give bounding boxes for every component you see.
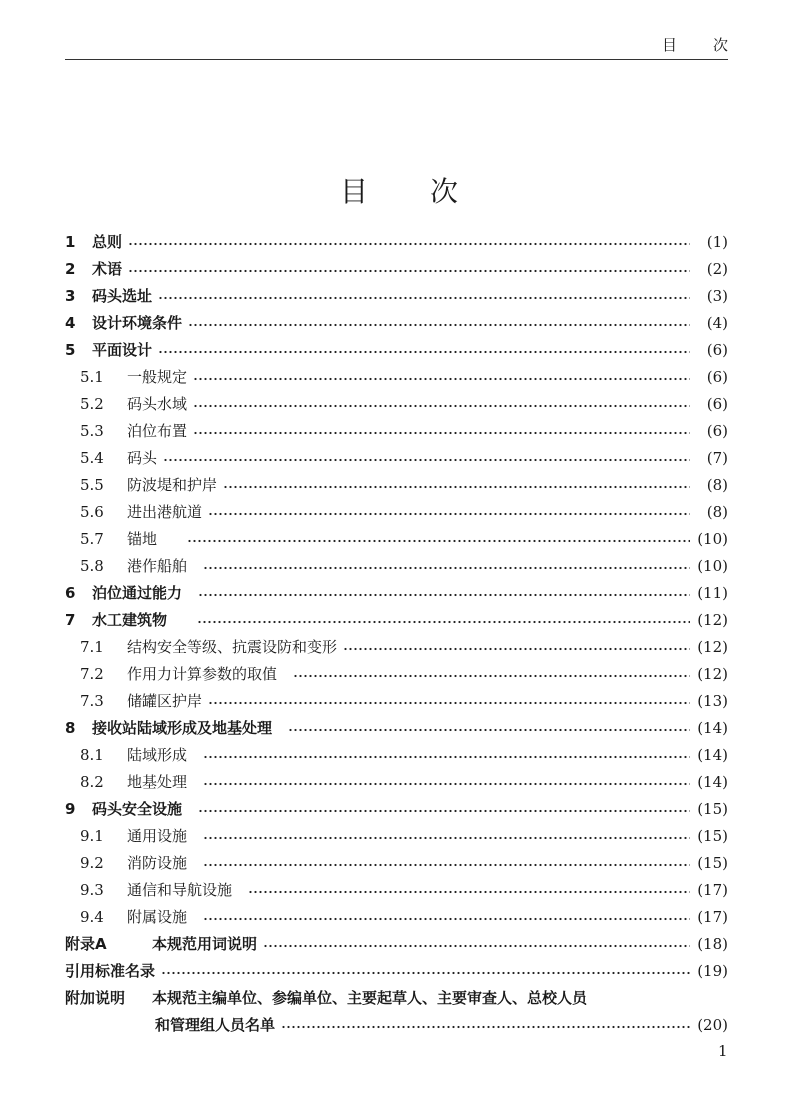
entry-number: 2 <box>65 260 76 278</box>
dot-leader <box>288 715 690 742</box>
dot-leader <box>208 688 690 715</box>
entry-page: (14) <box>697 719 728 737</box>
entry-number: 7.2 <box>80 665 104 683</box>
entry-number: 5.8 <box>80 557 104 575</box>
entry-title: 消防设施 <box>127 854 188 872</box>
entry-number: 9 <box>65 800 76 818</box>
entry-number: 7.1 <box>80 638 104 656</box>
entry-page: (17) <box>697 881 728 899</box>
entry-title: 设计环境条件 <box>92 314 183 332</box>
entry-title: 本规范用词说明 <box>152 935 258 953</box>
entry-number: 1 <box>65 233 76 251</box>
entry-number: 附录A <box>65 935 107 953</box>
entry-title: 码头 <box>127 449 158 467</box>
toc-entry-additional-notes-continued <box>65 1012 728 1039</box>
toc-entry-8-2 <box>65 769 728 796</box>
entry-number: 5.4 <box>80 449 104 467</box>
dot-leader <box>208 499 690 526</box>
dot-leader <box>281 1012 690 1039</box>
toc-entry-7-1 <box>65 634 728 661</box>
dot-leader <box>161 958 690 985</box>
entry-page: (7) <box>706 449 728 467</box>
toc-entry-5-6 <box>65 499 728 526</box>
entry-title: 锚地 <box>127 530 158 548</box>
entry-number: 9.3 <box>80 881 104 899</box>
entry-page: (12) <box>697 611 728 629</box>
toc-entry-8-1 <box>65 742 728 769</box>
entry-page: (3) <box>706 287 728 305</box>
dot-leader <box>223 472 690 499</box>
entry-page: (14) <box>697 746 728 764</box>
dot-leader <box>203 553 690 580</box>
entry-number: 5.1 <box>80 368 104 386</box>
entry-title: 本规范主编单位、参编单位、主要起草人、主要审查人、总校人员 <box>152 989 588 1007</box>
dot-leader <box>163 445 690 472</box>
entry-number: 5.3 <box>80 422 104 440</box>
entry-page: (6) <box>706 341 728 359</box>
entry-number: 7.3 <box>80 692 104 710</box>
entry-number: 5 <box>65 341 76 359</box>
toc-entry-6 <box>65 580 728 607</box>
entry-number: 5.5 <box>80 476 104 494</box>
entry-page: (12) <box>697 638 728 656</box>
entry-title: 水工建筑物 <box>92 611 168 629</box>
entry-number: 5.2 <box>80 395 104 413</box>
toc-entry-5-5 <box>65 472 728 499</box>
entry-number: 8 <box>65 719 76 737</box>
entry-page: (6) <box>706 395 728 413</box>
toc-entry-4 <box>65 310 728 337</box>
entry-title: 码头选址 <box>92 287 153 305</box>
dot-leader <box>203 904 690 931</box>
entry-number: 9.1 <box>80 827 104 845</box>
dot-leader <box>343 634 690 661</box>
entry-title: 接收站陆域形成及地基处理 <box>92 719 273 737</box>
entry-number: 9.4 <box>80 908 104 926</box>
dot-leader <box>198 796 690 823</box>
entry-number: 附加说明 <box>65 989 126 1007</box>
entry-page: (6) <box>706 422 728 440</box>
entry-title: 储罐区护岸 <box>127 692 203 710</box>
toc-entry-appendix-a <box>65 931 728 958</box>
entry-page: (13) <box>697 692 728 710</box>
running-header-title: 目次 <box>662 36 765 54</box>
entry-title: 泊位布置 <box>127 422 188 440</box>
entry-title: 码头水域 <box>127 395 188 413</box>
entry-title: 平面设计 <box>92 341 153 359</box>
dot-leader <box>293 661 690 688</box>
dot-leader <box>158 337 690 364</box>
entry-title: 进出港航道 <box>127 503 203 521</box>
entry-page: (10) <box>697 530 728 548</box>
toc-entry-3 <box>65 283 728 310</box>
dot-leader <box>188 310 690 337</box>
entry-page: (17) <box>697 908 728 926</box>
toc-entry-additional-notes <box>65 985 728 1012</box>
dot-leader <box>193 418 690 445</box>
entry-title: 港作船舶 <box>127 557 188 575</box>
entry-page: (15) <box>697 800 728 818</box>
entry-title: 引用标准名录 <box>65 962 156 980</box>
dot-leader <box>193 391 690 418</box>
entry-number: 9.2 <box>80 854 104 872</box>
entry-page: (8) <box>706 476 728 494</box>
toc-entry-normative-references <box>65 958 728 985</box>
toc-entry-7-3 <box>65 688 728 715</box>
entry-page: (14) <box>697 773 728 791</box>
toc-entry-5-2 <box>65 391 728 418</box>
entry-number: 8.2 <box>80 773 104 791</box>
toc-entry-1 <box>65 229 728 256</box>
toc-entry-9-4 <box>65 904 728 931</box>
toc-entry-7 <box>65 607 728 634</box>
entry-page: (18) <box>697 935 728 953</box>
toc-entry-5-7 <box>65 526 728 553</box>
entry-page: (2) <box>706 260 728 278</box>
toc-entry-9-1 <box>65 823 728 850</box>
entry-page: (15) <box>697 827 728 845</box>
entry-title: 陆域形成 <box>127 746 188 764</box>
dot-leader <box>248 877 690 904</box>
entry-title: 和管理组人员名单 <box>155 1016 276 1034</box>
toc-entry-5-8 <box>65 553 728 580</box>
entry-page: (4) <box>706 314 728 332</box>
entry-page: (20) <box>697 1016 728 1034</box>
entry-title: 术语 <box>92 260 123 278</box>
entry-title: 附属设施 <box>127 908 188 926</box>
entry-page: (15) <box>697 854 728 872</box>
entry-number: 3 <box>65 287 76 305</box>
entry-page: (19) <box>697 962 728 980</box>
entry-number: 5.6 <box>80 503 104 521</box>
toc-entry-9-3 <box>65 877 728 904</box>
dot-leader <box>197 607 690 634</box>
entry-number: 8.1 <box>80 746 104 764</box>
toc-entry-5-3 <box>65 418 728 445</box>
entry-title: 一般规定 <box>127 368 188 386</box>
toc-entry-9-2 <box>65 850 728 877</box>
toc-entry-8 <box>65 715 728 742</box>
dot-leader <box>203 742 690 769</box>
toc-entry-9 <box>65 796 728 823</box>
dot-leader <box>158 283 690 310</box>
dot-leader <box>203 769 690 796</box>
entry-page: (1) <box>706 233 728 251</box>
dot-leader <box>198 580 690 607</box>
entry-page: (12) <box>697 665 728 683</box>
entry-page: (11) <box>697 584 728 602</box>
dot-leader <box>128 256 690 283</box>
toc-entry-5 <box>65 337 728 364</box>
dot-leader <box>203 850 690 877</box>
entry-number: 4 <box>65 314 76 332</box>
entry-title: 地基处理 <box>127 773 188 791</box>
entry-title: 作用力计算参数的取值 <box>127 665 278 683</box>
entry-page: (6) <box>706 368 728 386</box>
dot-leader <box>263 931 690 958</box>
entry-page: (10) <box>697 557 728 575</box>
entry-number: 7 <box>65 611 76 629</box>
entry-title: 总则 <box>92 233 123 251</box>
page-number: 1 <box>718 1042 728 1060</box>
entry-title: 泊位通过能力 <box>92 584 183 602</box>
entry-title: 通用设施 <box>127 827 188 845</box>
entry-title: 码头安全设施 <box>92 800 183 818</box>
entry-title: 结构安全等级、抗震设防和变形 <box>127 638 338 656</box>
entry-number: 5.7 <box>80 530 104 548</box>
toc-entry-2 <box>65 256 728 283</box>
toc-entry-5-1 <box>65 364 728 391</box>
entry-number: 6 <box>65 584 76 602</box>
entry-title: 通信和导航设施 <box>127 881 233 899</box>
table-of-contents <box>65 229 728 1039</box>
entry-page: (8) <box>706 503 728 521</box>
entry-title: 防波堤和护岸 <box>127 476 218 494</box>
dot-leader <box>193 364 690 391</box>
dot-leader <box>187 526 690 553</box>
toc-entry-7-2 <box>65 661 728 688</box>
page-title: 目次 <box>340 175 521 208</box>
header-rule <box>65 59 728 60</box>
toc-entry-5-4 <box>65 445 728 472</box>
dot-leader <box>128 229 690 256</box>
dot-leader <box>203 823 690 850</box>
